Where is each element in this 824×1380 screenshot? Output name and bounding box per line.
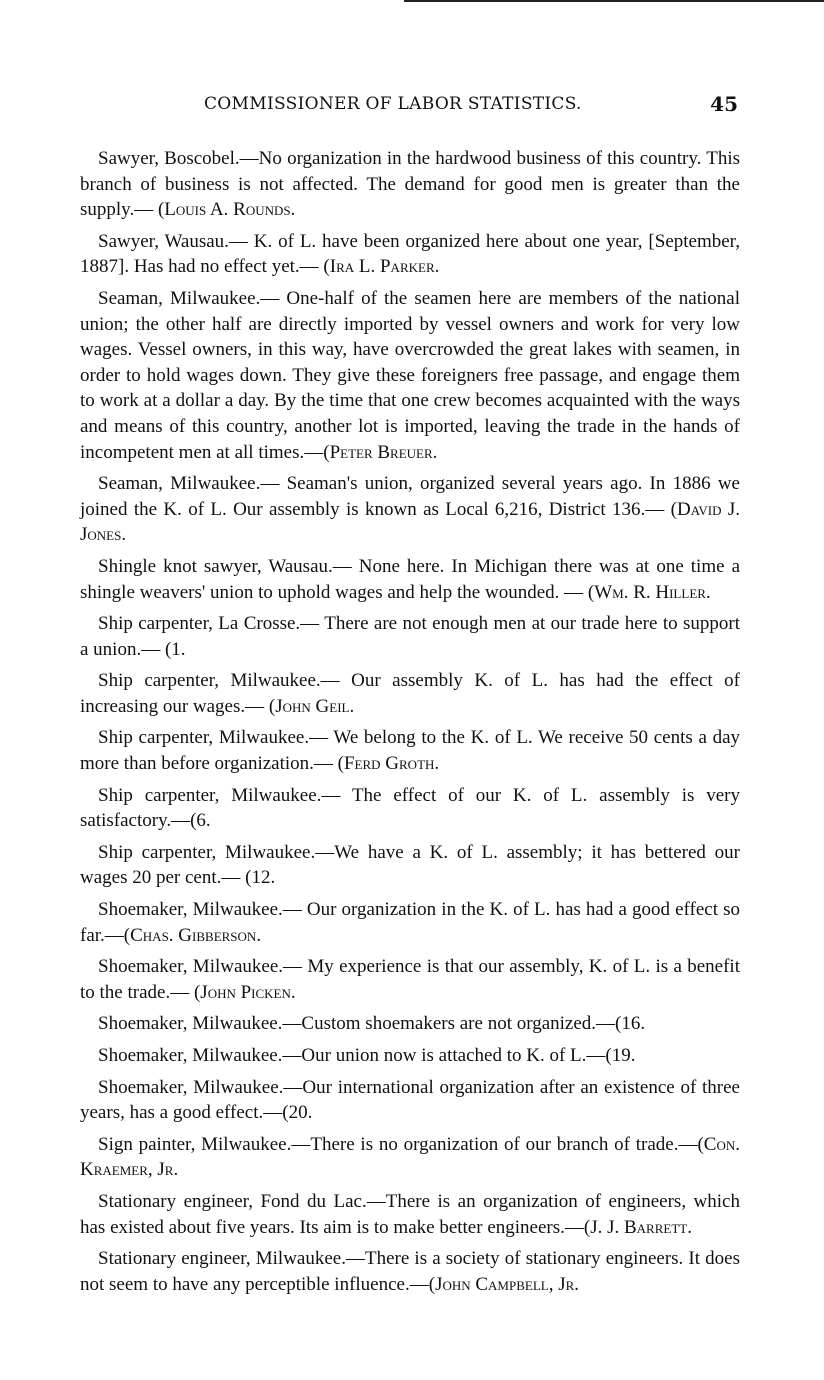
entry-shoemaker-milwaukee-5 [80, 1075, 740, 1126]
entry-signature: John Picken. [200, 981, 296, 1003]
entry-ship-carpenter-milwaukee-2 [80, 725, 740, 776]
entry-shoemaker-milwaukee-1 [80, 897, 740, 948]
page-title: COMMISSIONER OF LABOR STATISTICS. [204, 94, 582, 114]
entry-signature: Chas. Gibberson. [130, 924, 262, 946]
entry-signature: John Campbell, Jr. [435, 1273, 580, 1295]
entry-text: Seaman, Milwaukee.— One-half of the seamen here are members of the national union; the other half are directly imported by vessel owners and work for very low wages. Vessel owners, in this way, have overcrowded the great lakes with seamen, in order to hold wages down. They give these foreigners free passage, and engage them to work at a dollar a day. By the time that one crew becomes acquainted with the ways and means of this country, another lot is imported, leaving the trade in the hands of incompetent men at all times.—( [80, 287, 740, 463]
entry-ship-carpenter-milwaukee-4 [80, 840, 740, 891]
entry-sawyer-wausau [80, 229, 740, 280]
entry-shoemaker-milwaukee-3 [80, 1011, 740, 1037]
entry-text: Ship carpenter, Milwaukee.— Our assembly K. of L. has had the effect of increasing our wages.— ( [80, 670, 740, 717]
entry-signature: Wm. R. Hiller. [594, 581, 711, 603]
entry-signature: Peter Breuer. [329, 441, 438, 463]
body-text [80, 146, 740, 1303]
entry-text: Stationary engineer, Fond du Lac.—There is an organization of engineers, which has existed about five years. Its aim is to make better engineers.—( [80, 1190, 740, 1238]
entry-text: Sawyer, Boscobel.—No organization in the hardwood business of this country. This branch of business is not affected. The demand for good men is greater than the supply.— ( [80, 148, 740, 221]
entry-text: Shingle knot sawyer, Wausau.— None here. In Michigan there was at one time a shingle weavers' union to uphold wages and help the wounded. — ( [80, 555, 740, 603]
entry-text: Seaman, Milwaukee.— Seaman's union, organized several years ago. In 1886 we joined the K. of L. Our assembly is known as Local 6,216, District 136.— ( [80, 473, 740, 520]
entry-text: Shoemaker, Milwaukee.—Our international organization after an existence of three years, has a good effect.—(20. [80, 1076, 740, 1124]
entry-signature: Louis A. Rounds. [164, 199, 296, 221]
entry-text: Shoemaker, Milwaukee.— Our organization in the K. of L. has had a good effect so far.—( [80, 899, 740, 946]
entry-signature: J. J. Barrett. [590, 1216, 692, 1238]
entry-seaman-milwaukee-2 [80, 471, 740, 548]
entry-shoemaker-milwaukee-2 [80, 954, 740, 1005]
entry-text: Sign painter, Milwaukee.—There is no organization of our branch of trade.—( [98, 1133, 704, 1155]
entry-sign-painter-milwaukee [80, 1132, 740, 1183]
entry-ship-carpenter-milwaukee-3 [80, 783, 740, 834]
entry-text: Shoemaker, Milwaukee.—Custom shoemakers are not organized.—(16. [98, 1013, 646, 1035]
entry-shingle-knot-sawyer [80, 554, 740, 605]
entry-signature: Ferd Groth. [343, 753, 440, 775]
entry-ship-carpenter-milwaukee-1 [80, 668, 740, 719]
entry-signature: Con. Kraemer, Jr. [80, 1133, 740, 1181]
top-rule [404, 0, 824, 2]
entry-text: Stationary engineer, Milwaukee.—There is a society of stationary engineers. It does not seem to have any perceptible influence.—( [80, 1248, 740, 1295]
entry-text: Ship carpenter, La Crosse.— There are not enough men at our trade here to support a union.— (1. [80, 613, 740, 660]
entry-text: Sawyer, Wausau.— K. of L. have been organized here about one year, [September, 1887]. Has had no effect yet.— ( [80, 230, 740, 278]
entry-sawyer-boscobel [80, 146, 740, 223]
entry-text: Ship carpenter, Milwaukee.— We belong to the K. of L. We receive 50 cents a day more than before organization.— ( [80, 727, 740, 775]
entry-ship-carpenter-la-crosse [80, 611, 740, 662]
entry-stationary-engineer-fond-du-lac [80, 1189, 740, 1240]
entry-text: Ship carpenter, Milwaukee.— The effect of our K. of L. assembly is very satisfactory.—(6. [80, 784, 740, 832]
running-head [80, 92, 740, 122]
entry-stationary-engineer-milwaukee [80, 1246, 740, 1297]
entry-signature: Ira L. Parker. [329, 256, 440, 278]
entry-text: Shoemaker, Milwaukee.—Our union now is attached to K. of L.—(19. [98, 1045, 636, 1066]
entry-seaman-milwaukee-1 [80, 286, 740, 465]
entry-signature: David J. Jones. [80, 498, 740, 546]
entry-shoemaker-milwaukee-4 [80, 1043, 740, 1069]
entry-signature: John Geil. [275, 695, 355, 717]
page-number: 45 [710, 92, 738, 116]
entry-text: Shoemaker, Milwaukee.— My experience is that our assembly, K. of L. is a benefit to the trade.— ( [80, 956, 740, 1003]
entry-text: Ship carpenter, Milwaukee.—We have a K. of L. assembly; it has bettered our wages 20 per cent.— (12. [80, 841, 740, 889]
